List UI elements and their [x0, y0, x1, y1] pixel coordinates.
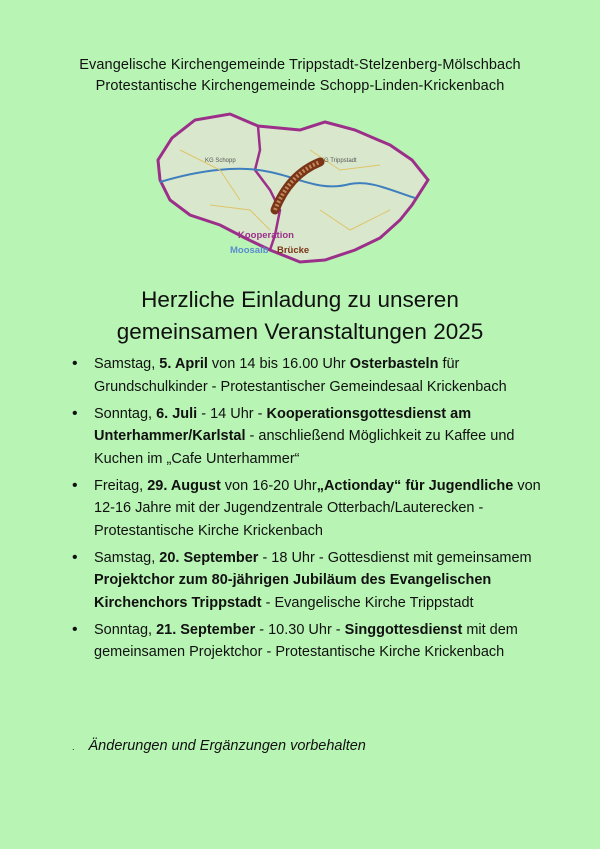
- event-text: Samstag,: [94, 356, 160, 372]
- event-title: Kooperationsgottesdienst am Unterhammer/Karlstal: [94, 405, 472, 444]
- event-title: Osterbasteln: [349, 356, 439, 372]
- header-line-1: Evangelische Kirchengemeinde Trippstadt-Stelzenberg-Mölschbach: [79, 57, 521, 73]
- event-date: 20. September: [159, 549, 259, 566]
- logo-word-kooperation: Kooperation: [238, 230, 294, 241]
- event-title: Projektchor zum 80-jährigen Jubiläum des Evangelischen Kirchenchors Trippstadt: [94, 572, 492, 611]
- bullet-icon: •: [72, 476, 78, 494]
- event-item: [72, 547, 552, 615]
- logo-word-moosalb: Moosalb: [230, 245, 269, 256]
- event-text: von 16-20 Uhr: [220, 477, 317, 494]
- bullet-icon: •: [72, 404, 78, 422]
- title-line-1: Herzliche Einladung zu unseren: [141, 287, 459, 312]
- event-text: mit dem gemeinsamen Projektchor - Protestantische Kirche Krickenbach: [94, 621, 518, 660]
- page-title: [0, 284, 600, 348]
- event-item: [72, 403, 552, 471]
- title-line-2: gemeinsamen Veranstaltungen 2025: [116, 319, 484, 344]
- cooperation-map: [150, 110, 440, 280]
- event-text: - 10.30 Uhr -: [255, 621, 345, 638]
- event-text: von 12-16 Jahre mit der Jugendzentrale Otterbach/Lauterecken - Protestantische Kirche Krickenbach: [94, 477, 541, 539]
- event-date: 5. April: [159, 356, 208, 372]
- note-dot: .: [72, 742, 75, 752]
- bullet-icon: •: [72, 620, 78, 638]
- event-date: 21. September: [156, 621, 256, 638]
- event-item: [72, 619, 552, 664]
- event-date: 6. Juli: [156, 405, 198, 422]
- event-text: Sonntag,: [94, 405, 157, 422]
- event-title: „Actionday“ für Jugendliche: [316, 477, 514, 494]
- header-line-2: Protestantische Kirchengemeinde Schopp-Linden-Krickenbach: [95, 78, 505, 94]
- event-list: [72, 353, 552, 668]
- event-item: [72, 475, 552, 543]
- event-text: für Grundschulkinder - Protestantischer Gemeindesaal Krickenbach: [94, 356, 507, 395]
- bullet-icon: •: [72, 355, 78, 372]
- event-title: Singgottesdienst: [344, 621, 463, 638]
- event-text: - anschließend Möglichkeit zu Kaffee und Kuchen im „Cafe Unterhammer“: [94, 428, 515, 467]
- event-text: Freitag,: [94, 477, 148, 494]
- event-text: von 14 bis 16.00 Uhr: [207, 356, 350, 372]
- map-label-left: KG Schopp: [205, 158, 236, 164]
- event-item: [72, 353, 552, 398]
- disclaimer-note: [72, 738, 366, 754]
- event-text: Samstag,: [94, 549, 160, 566]
- map-label-right: KG Trippstadt: [320, 158, 357, 164]
- bullet-icon: •: [72, 548, 78, 566]
- event-text: - 18 Uhr - Gottesdienst mit gemeinsamem: [258, 549, 532, 566]
- header: [0, 55, 600, 97]
- note-text: Änderungen und Ergänzungen vorbehalten: [88, 738, 366, 754]
- event-text: - Evangelische Kirche Trippstadt: [261, 594, 474, 611]
- event-text: Sonntag,: [94, 621, 157, 638]
- event-date: 29. August: [147, 477, 221, 494]
- logo-word-bruecke: Brücke: [277, 245, 310, 256]
- event-text: - 14 Uhr -: [197, 405, 267, 422]
